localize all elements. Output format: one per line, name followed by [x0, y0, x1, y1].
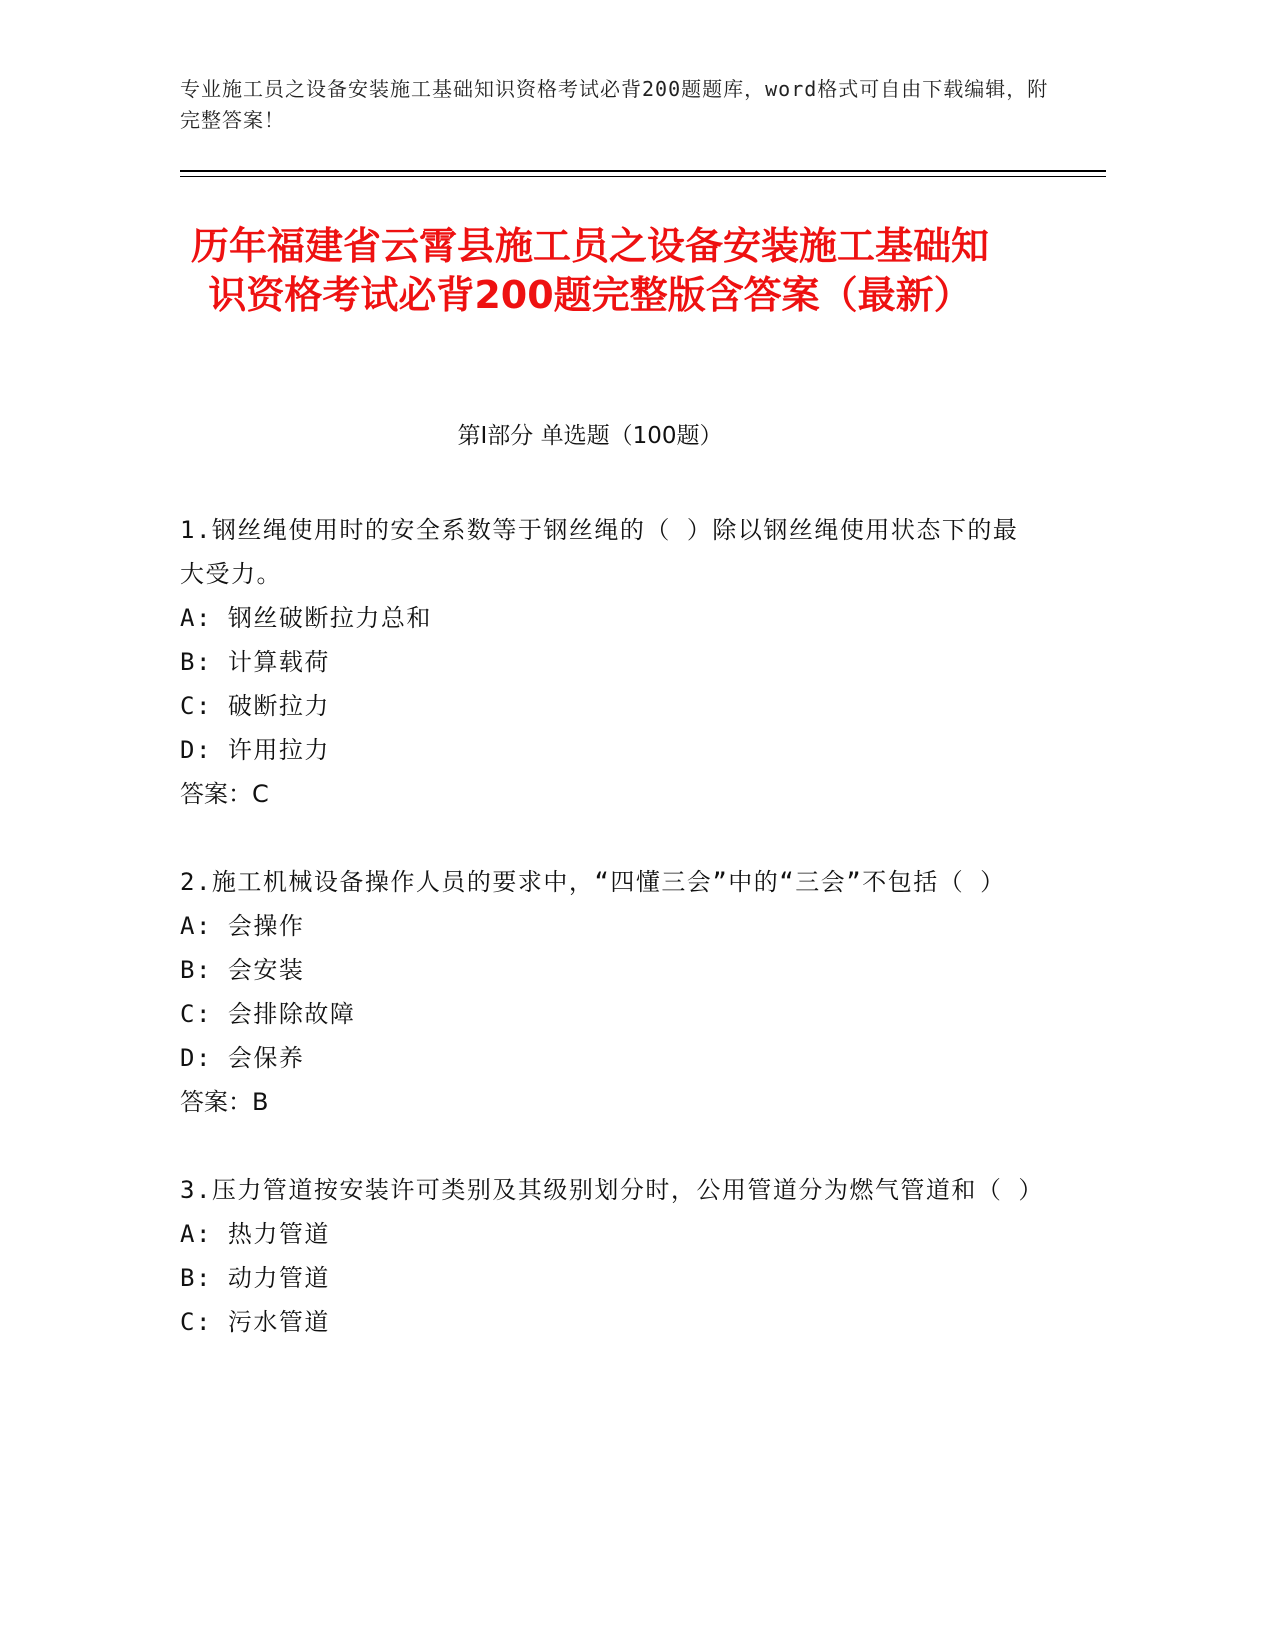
question-2	[180, 860, 1040, 1124]
option-c: C: 会排除故障	[180, 1000, 356, 1028]
option-a: A: 钢丝破断拉力总和	[180, 604, 432, 632]
option-c: C: 破断拉力	[180, 692, 330, 720]
option-a: A: 会操作	[180, 912, 305, 940]
question-stem: 3.压力管道按安装许可类别及其级别划分时，公用管道分为燃气管道和（ ）	[180, 1176, 1044, 1204]
question-list	[180, 508, 1044, 1388]
header-note: 专业施工员之设备安装施工基础知识资格考试必背200题题库，word格式可自由下载编辑，附完整答案！	[180, 77, 1049, 132]
answer-line: 答案：B	[180, 1088, 269, 1116]
question-stem: 2.施工机械设备操作人员的要求中，“四懂三会”中的“三会”不包括（ ）	[180, 868, 1006, 896]
option-d: D: 会保养	[180, 1044, 305, 1072]
option-a: A: 热力管道	[180, 1220, 330, 1248]
option-b: B: 会安装	[180, 956, 305, 984]
option-d: D: 许用拉力	[180, 736, 330, 764]
option-b: B: 计算载荷	[180, 648, 330, 676]
section-title: 第Ⅰ部分 单选题（100题）	[457, 423, 723, 449]
answer-line: 答案：C	[180, 780, 269, 808]
header-divider-thin	[180, 176, 1106, 177]
document-title: 历年福建省云霄县施工员之设备安装施工基础知识资格考试必背200题完整版含答案（最新）	[190, 224, 989, 317]
question-1	[180, 508, 1040, 816]
header-divider-thick	[180, 170, 1106, 172]
question-3	[180, 1168, 1044, 1344]
option-c: C: 污水管道	[180, 1308, 330, 1336]
option-b: B: 动力管道	[180, 1264, 330, 1292]
question-stem: 1.钢丝绳使用时的安全系数等于钢丝绳的（ ）除以钢丝绳使用状态下的最大受力。	[180, 516, 1019, 588]
